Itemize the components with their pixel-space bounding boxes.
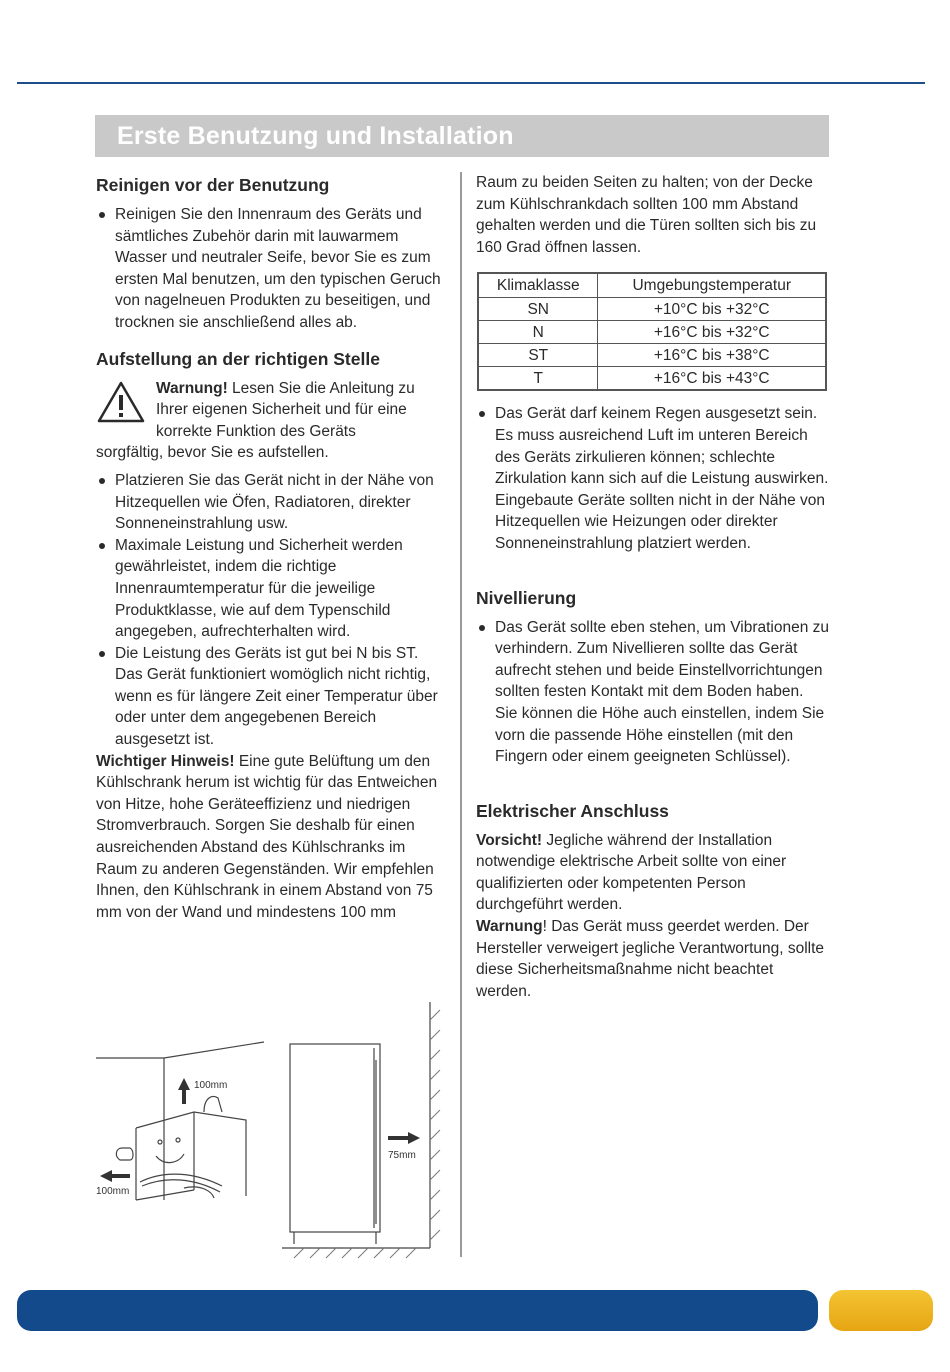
list-item: Die Leistung des Geräts ist gut bei N bis ST. Das Gerät funktioniert womöglich nicht richtig, wenn es für längere Zeit einer Temperatur über oder unter dem angegebenen Bereich ausgesetzt ist. [96, 643, 446, 751]
caution-label: Vorsicht! [476, 831, 543, 849]
table-cell: T [478, 367, 598, 391]
placement-list [96, 470, 446, 751]
warning-block [96, 378, 446, 464]
table-row [478, 344, 826, 367]
list-item: Reinigen Sie den Innenraum des Geräts und sämtliches Zubehör darin mit lauwarmem Wasser und neutraler Seife, bevor Sie es zum ersten Mal benutzen, um den typischen Geruch von nagelneuen Produkten zu beseitigen, und trocknen sie anschließend alles ab. [96, 204, 446, 334]
page-title: Erste Benutzung und Installation [117, 122, 514, 150]
label-top-clearance: 100mm [194, 1080, 228, 1091]
caution-text: Jegliche während der Installation notwendige elektrische Arbeit sollte von einer qualifizierten oder kompetenten Person durchgeführt werden. [476, 831, 787, 914]
left-column [96, 172, 446, 923]
label-wall-clearance: 75mm [388, 1150, 416, 1161]
table-cell: +10°C bis +32°C [598, 298, 826, 321]
caution-paragraph [476, 830, 830, 916]
table-header: Klimaklasse [478, 273, 598, 298]
list-item: Maximale Leistung und Sicherheit werden gewährleistet, indem die richtige Innenraumtemperatur für die jeweilige Produktklasse, wie auf dem Typenschild angegeben, aufrechterhalten wird. [96, 535, 446, 643]
electrical-warning-paragraph [476, 916, 830, 1002]
warning-text-continued: sorgfältig, bevor Sie es aufstellen. [96, 444, 329, 462]
list-item: Das Gerät sollte eben stehen, um Vibrationen zu verhindern. Zum Nivellieren sollte das Gerät aufrecht stehen und beide Einstellvorrichtungen sollten festen Kontakt mit dem Boden haben. Sie können die Höhe auch einstellen, indem Sie vorn die passende Höhe einstellen (mit den Fingern oder einem geeigneten Schlüssel). [476, 617, 830, 768]
label-side-clearance: 100mm [96, 1186, 130, 1197]
footer-bar [17, 1290, 818, 1331]
list-item: Platzieren Sie das Gerät nicht in der Nähe von Hitzequellen wie Öfen, Radiatoren, direkter Sonneneinstrahlung usw. [96, 470, 446, 535]
table-row [478, 367, 826, 391]
heading-electrical: Elektrischer Anschluss [476, 800, 669, 821]
table-header: Umgebungstemperatur [598, 273, 826, 298]
table-header-row [478, 273, 826, 298]
title-band [95, 115, 829, 157]
table-row [478, 321, 826, 344]
list-item: Das Gerät darf keinem Regen ausgesetzt sein. Es muss ausreichend Luft im unteren Bereich des Geräts zirkulieren können; schlechte Zirkulation kann sich auf die Leistung auswirken. Eingebaute Geräte sollten nicht in der Nähe von Hitzequellen wie Heizungen oder direkter Sonneneinstrahlung platziert werden. [476, 403, 830, 554]
warning-text: Lesen Sie die Anleitung zu Ihrer eigenen Sicherheit und für eine korrekte Funktion des Geräts [156, 379, 415, 440]
heading-placement: Aufstellung an der richtigen Stelle [96, 348, 380, 369]
right-column [476, 172, 830, 1002]
arrow-left-icon [100, 1170, 130, 1182]
climate-class-table [477, 272, 827, 391]
footer-page-tab [829, 1290, 933, 1331]
table-cell: SN [478, 298, 598, 321]
header-rule [17, 82, 925, 84]
table-row [478, 298, 826, 321]
table-cell: +16°C bis +38°C [598, 344, 826, 367]
note-text: Eine gute Belüftung um den Kühlschrank herum ist wichtig für das Entweichen von Hitze, hohe Geräteeffizienz und niedrigen Stromverbrauch. Sorgen Sie deshalb für einen ausreichenden Abstand des Kühlschranks im Raum zu anderen Gegenständen. Wir empfehlen Ihnen, den Kühlschrank in einem Abstand von 75 mm von der Wand und mindestens 100 mm [96, 752, 438, 921]
leveling-list [476, 617, 830, 768]
table-cell: ST [478, 344, 598, 367]
arrow-up-icon [178, 1078, 190, 1104]
table-cell: +16°C bis +43°C [598, 367, 826, 391]
electrical-warning-text: ! Das Gerät muss geerdet werden. Der Hersteller verweigert jegliche Verantwortung, sollte diese Sicherheitsmaßnahme nicht beachtet werden. [476, 918, 825, 1000]
arrow-right-icon [388, 1132, 420, 1144]
heading-leveling: Nivellierung [476, 587, 577, 608]
warning-paragraph [96, 378, 446, 443]
heading-cleaning: Reinigen vor der Benutzung [96, 175, 330, 195]
continuation-text: Raum zu beiden Seiten zu halten; von der Decke zum Kühlschrankdach sollten 100 mm Abstand gehalten werden und die Türen sollten sich bis zu 160 Grad öffnen lassen. [476, 174, 817, 256]
electrical-warning-label: Warnung [476, 918, 543, 936]
table-cell: +16°C bis +32°C [598, 321, 826, 344]
installation-clearance-illustration [94, 1000, 454, 1260]
important-note [96, 751, 446, 924]
rain-list [476, 403, 830, 554]
warning-label: Warnung! [156, 379, 228, 397]
cleaning-list [96, 204, 446, 334]
table-cell: N [478, 321, 598, 344]
column-divider [460, 172, 462, 1257]
note-label: Wichtiger Hinweis! [96, 752, 235, 770]
warning-triangle-icon [96, 380, 146, 424]
